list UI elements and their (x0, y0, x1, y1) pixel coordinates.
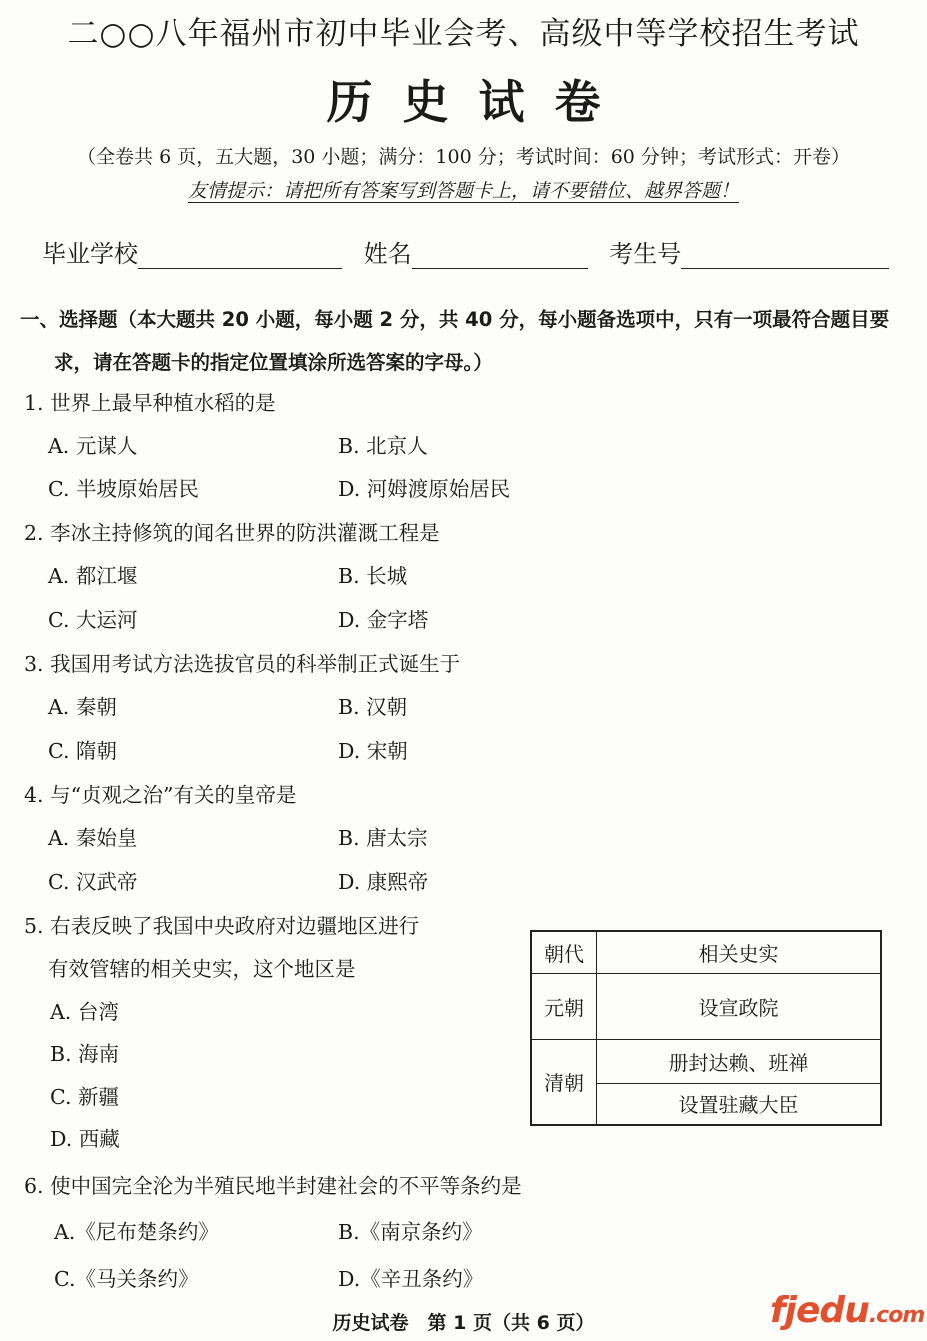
exam-no-field (609, 234, 889, 269)
q4-option-a: A. 秦始皇 (48, 826, 138, 850)
section-heading-line1: 一、选择题（本大题共 20 小题，每小题 2 分，共 40 分，每小题备选项中，只有一项最符合题目要 (20, 308, 890, 331)
q4-option-c: C. 汉武帝 (48, 870, 138, 894)
q6-option-d: D.《辛丑条约》 (338, 1267, 484, 1291)
student-info-fields (42, 234, 903, 269)
row1-fact: 设宣政院 (597, 973, 882, 1039)
table-row (531, 973, 881, 1039)
q1-option-b: B. 北京人 (338, 434, 428, 458)
q3-option-d: D. 宋朝 (338, 739, 408, 763)
history-facts-table (530, 930, 882, 1126)
q3-option-c: C. 隋朝 (48, 739, 117, 763)
name-field (364, 234, 588, 269)
question-2: 2. 李冰主持修筑的闻名世界的防洪灌溉工程是 (24, 521, 440, 545)
exam-no-blank[interactable] (681, 246, 889, 269)
question-1: 1. 世界上最早种植水稻的是 (24, 391, 276, 415)
tip-text: 友情提示：请把所有答案写到答题卡上，请不要错位、越界答题！ (187, 180, 739, 202)
question-5-line1: 5. 右表反映了我国中央政府对边疆地区进行 (24, 914, 420, 938)
question-4: 4. 与“贞观之治”有关的皇帝是 (24, 783, 297, 807)
exam-no-label: 考生号 (609, 240, 682, 268)
school-blank[interactable] (138, 246, 342, 269)
row1-dynasty: 元朝 (531, 973, 597, 1039)
watermark-suffix: .com (868, 1303, 925, 1328)
question-5-line2: 有效管辖的相关史实，这个地区是 (48, 957, 356, 981)
section-heading-line2: 求，请在答题卡的指定位置填涂所选答案的字母。） (54, 351, 493, 374)
q1-option-d: D. 河姆渡原始居民 (338, 477, 511, 501)
question-3: 3. 我国用考试方法选拔官员的科举制正式诞生于 (24, 652, 461, 676)
table-row (531, 1039, 881, 1083)
q2-option-d: D. 金字塔 (338, 608, 429, 632)
row2-fact2: 设置驻藏大臣 (597, 1083, 882, 1125)
q6-option-a: A.《尼布楚条约》 (54, 1220, 219, 1244)
question-6: 6. 使中国完全沦为半殖民地半封建社会的不平等条约是 (24, 1174, 522, 1198)
subject-title: 历史试卷 (326, 75, 631, 129)
exam-info: （全卷共 6 页，五大题，30 小题；满分：100 分；考试时间：60 分钟；考试形式：开卷） (77, 146, 850, 168)
q5-option-a: A. 台湾 (50, 1000, 119, 1024)
q2-option-c: C. 大运河 (48, 608, 138, 632)
row2-fact1: 册封达赖、班禅 (597, 1039, 882, 1083)
friendly-tip (0, 176, 927, 203)
q3-option-a: A. 秦朝 (48, 695, 117, 719)
table-header-row (531, 931, 881, 973)
school-field (42, 234, 342, 269)
header-fact: 相关史实 (597, 931, 882, 973)
q6-option-b: B.《南京条约》 (338, 1220, 483, 1244)
watermark-main: fjedu (770, 1290, 869, 1331)
q5-option-c: C. 新疆 (50, 1085, 119, 1109)
name-blank[interactable] (412, 246, 588, 269)
q4-option-d: D. 康熙帝 (338, 870, 429, 894)
row2-dynasty: 清朝 (531, 1039, 597, 1125)
section-heading (20, 298, 910, 384)
page-footer: 历史试卷 第 1 页（共 6 页） (332, 1312, 595, 1334)
watermark-logo (770, 1290, 924, 1331)
q1-option-a: A. 元谋人 (48, 434, 138, 458)
name-label: 姓名 (363, 240, 412, 268)
header-dynasty: 朝代 (531, 931, 597, 973)
q1-option-c: C. 半坡原始居民 (48, 477, 199, 501)
q3-option-b: B. 汉朝 (338, 695, 408, 719)
q4-option-b: B. 唐太宗 (338, 826, 428, 850)
q5-option-d: D. 西藏 (50, 1127, 120, 1151)
school-label: 毕业学校 (42, 240, 138, 268)
q2-option-a: A. 都江堰 (48, 564, 138, 588)
q5-option-b: B. 海南 (50, 1042, 120, 1066)
exam-title: 二○○八年福州市初中毕业会考、高级中等学校招生考试 (67, 16, 860, 52)
q6-option-c: C.《马关条约》 (54, 1267, 199, 1291)
q2-option-b: B. 长城 (338, 564, 408, 588)
